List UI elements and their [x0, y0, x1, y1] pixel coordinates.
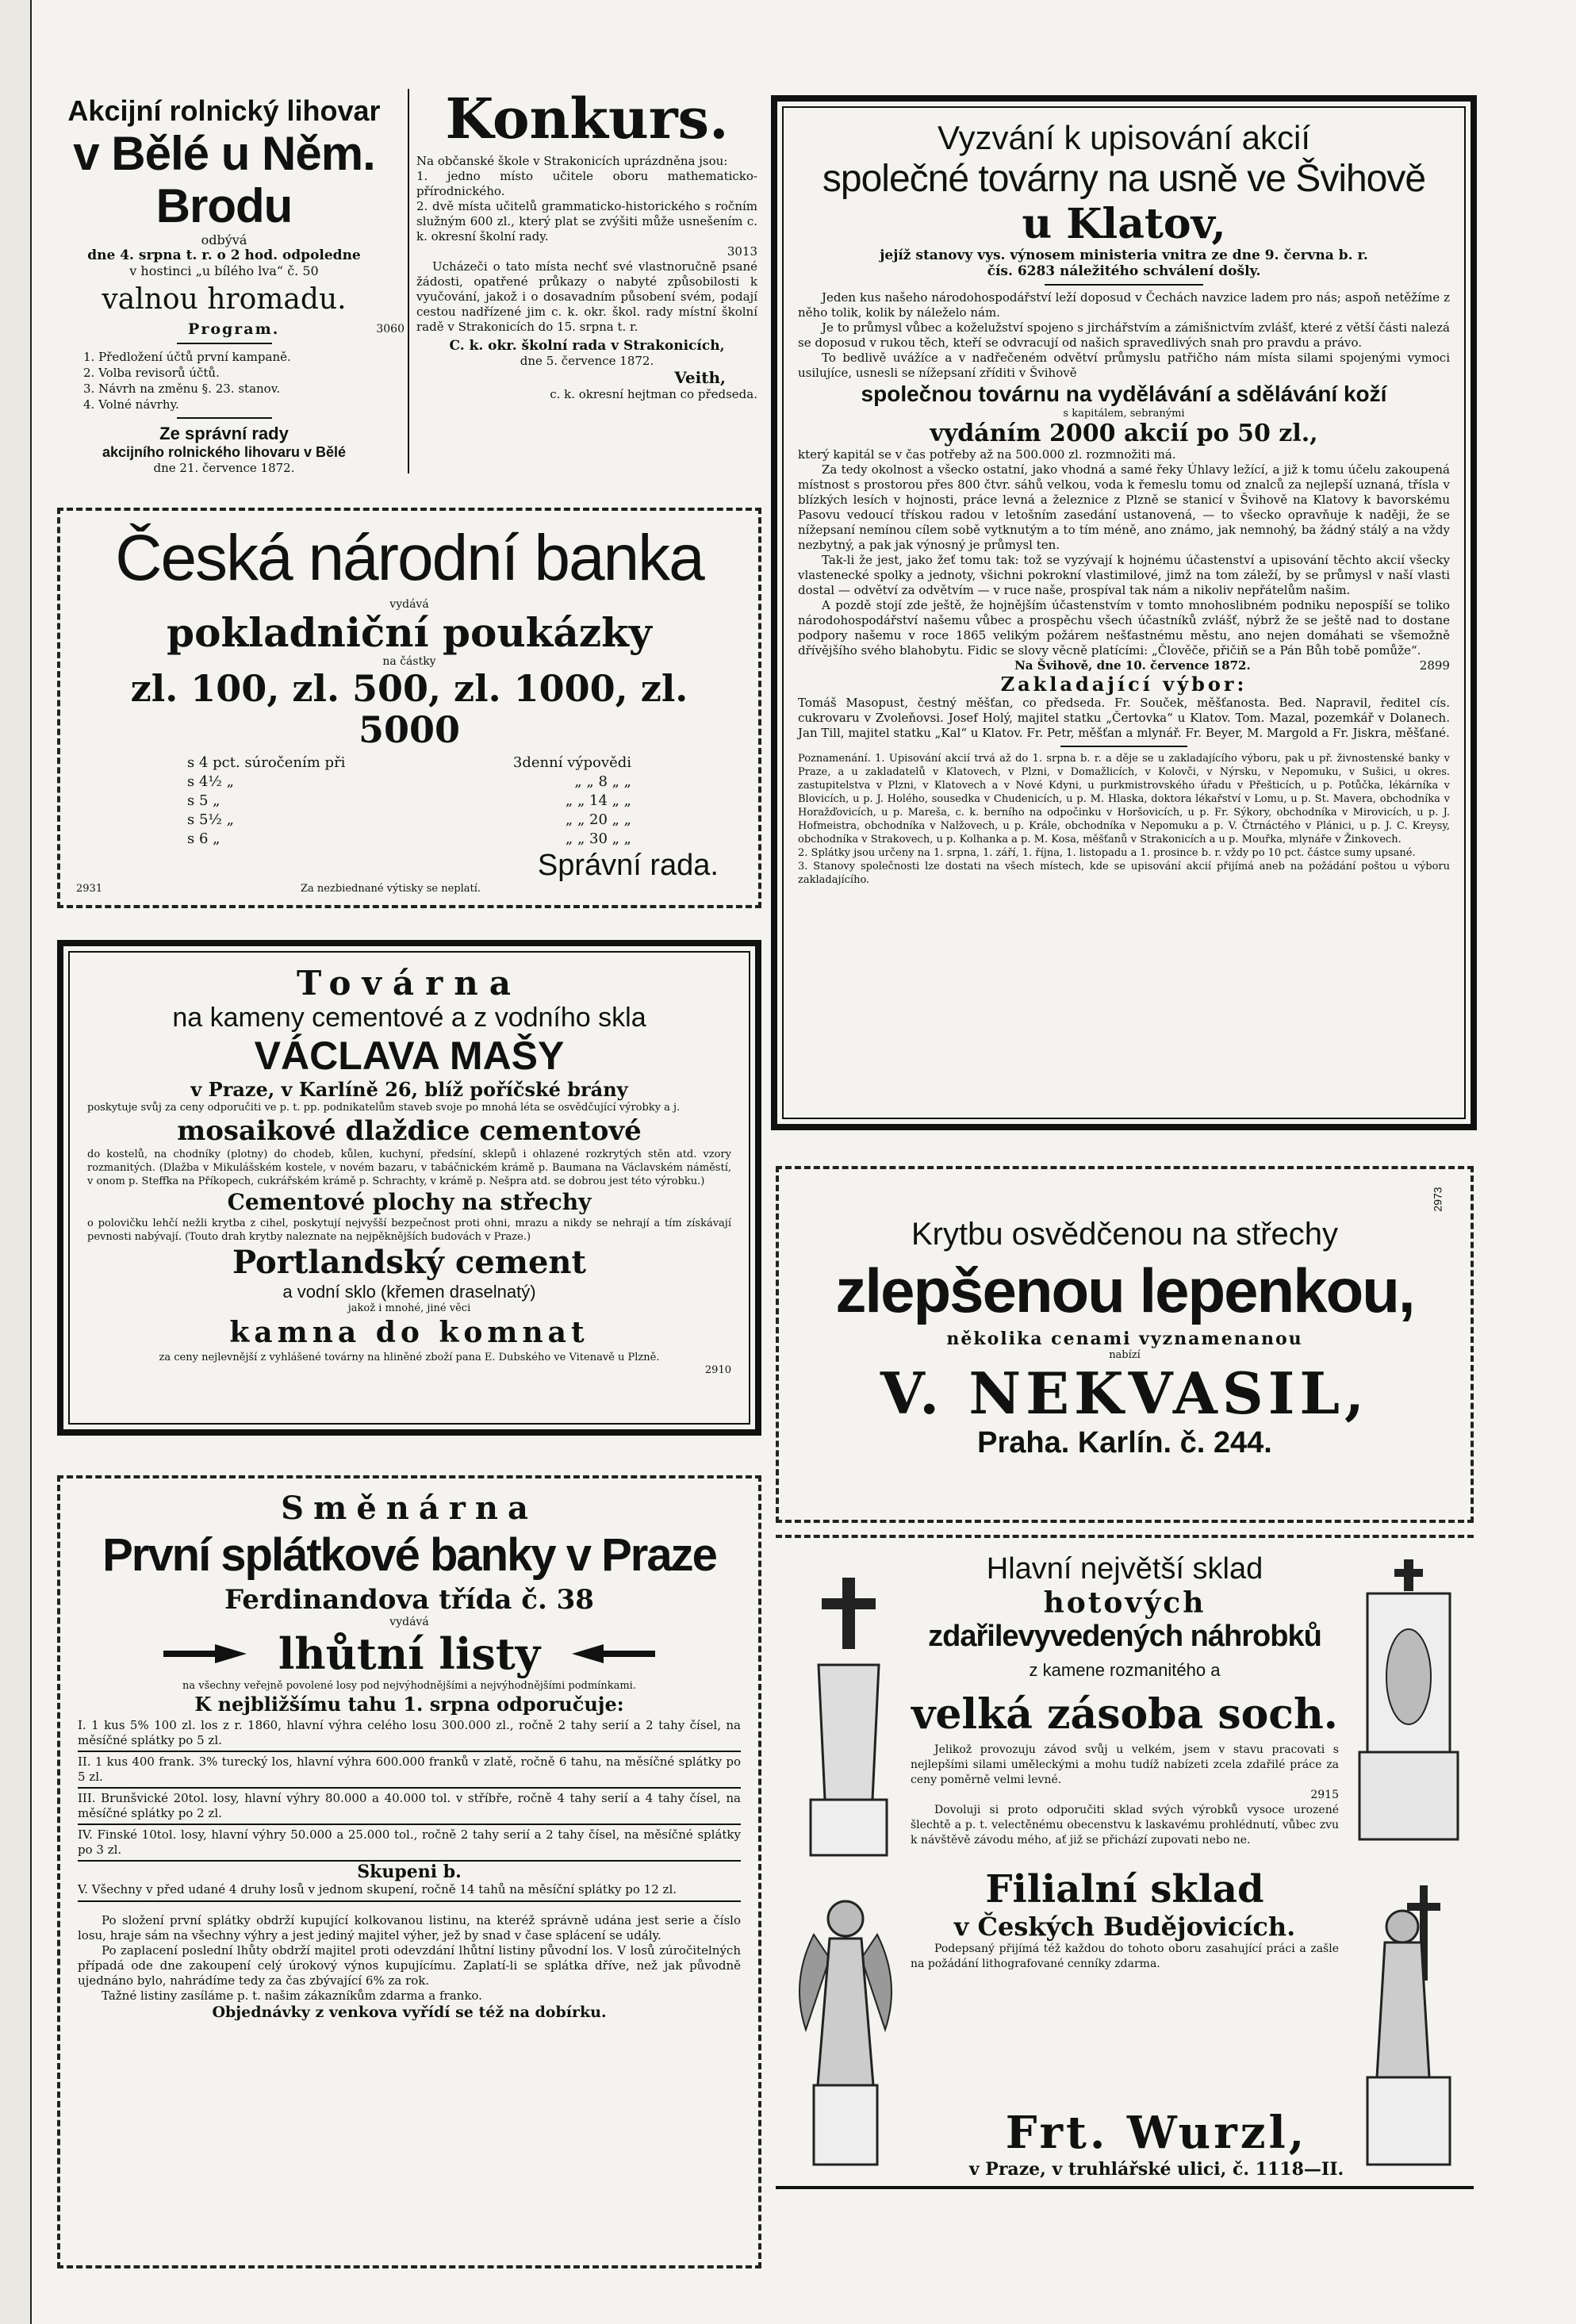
smenarna-listy: lhůtní listy [278, 1628, 541, 1679]
smenarna-lot: II. 1 kus 400 frank. 3% turecký los, hlavní výhra 600.000 franků v zlatě, ročně 6 tahu, na měsíčné splátky po 5 zl. [78, 1752, 741, 1789]
smenarna-lot: I. 1 kus 5% 100 zl. los z r. 1860, hlavní výhra celého losu 300.000 zl., ročně 2 tahy serií a 2 tahy čísel, na měsíčné splátky po 5 zl. [78, 1716, 741, 1752]
vyzvani-sub2: čís. 6283 náležitého schválení došly. [987, 263, 1261, 279]
vyzvani-p6: Tak-li že jest, jako žeť tomu tak: tož se vyzývají k hojnému účastenství a upisování těchto akcií všecky vlastenecké spolky a jednoty, všichni pokrokní vlastimilové, jimž na tom záleží, by se průmysl v naší vlasti dostal — odvětví za odvětvím — v ruce naše, prospíval tak nám a nikoliv nepřátelům našim. [798, 553, 1450, 597]
lihovar-item: 3. Návrh na změnu §. 23. stanov. [83, 382, 281, 396]
vyzvani-ref: 2899 [1419, 658, 1450, 673]
shrine-monument-illustration [1350, 1558, 1469, 1859]
column-rule [408, 89, 409, 474]
lihovar-sign2: akciјního rolnického lihovaru v Bělé [102, 444, 347, 460]
pointing-hand-left-icon [564, 1636, 659, 1671]
krytba-line2: zlepšenou lepenkou, [835, 1256, 1414, 1325]
banka-line3: na částky [382, 655, 436, 668]
banka-rate-row: s 6 „ „ „ 30 „ „ [187, 830, 631, 847]
vyzvani-p4: který kapitál se v čas potřeby až na 500.000 zl. rozmnožiti má. [798, 447, 1176, 462]
tovarna-ref: 2910 [704, 1364, 731, 1376]
vyzvani-pozn2: 2. Splátky jsou určeny na 1. srpna, 1. září, 1. října, 1. listopadu a 1. prosince b. r. vždy po 10 pct. částce sumy upsané. [798, 847, 1416, 859]
tovarna-text3: o polovičku lehčí nežli krytba z cihel, poskytují nejvyšší bezpečnost proti ohni, mrazu a nikdy se nehrají a tím získávají pevnosti nabývají. (Touto drah krytby naleznate na nejpěknějších budovách v Praze.) [87, 1218, 731, 1243]
smenarna-title: Směnárna [281, 1490, 538, 1527]
smenarna-lot: V. Všechny v před udané 4 druhy losů v jednom skupení, ročně 14 tahů na měsíční splátky po 12 zl. [78, 1882, 741, 1902]
smenarna-skup: Skupeni b. [357, 1862, 462, 1882]
tovarna-line4: a vodní sklo (křemen draselnatý) [282, 1282, 536, 1302]
lihovar-line1: Akciјní rolnický lihovar [67, 94, 381, 127]
lihovar-item: 2. Volba revisorů účtů. [83, 366, 220, 380]
vyzvani-sub1: jejíž stanovy vys. výnosem ministeria vnitra ze dne 9. června b. r. [880, 247, 1368, 263]
ad-tovarna [57, 940, 761, 1436]
lihovar-rule [177, 343, 272, 344]
ad-lihovar [44, 91, 405, 480]
ad-konkurs [416, 87, 757, 484]
vyzvani-h2: vydáním 2000 akcií po 50 zl., [930, 420, 1318, 447]
konkurs-p3: 2. dvě místa učitelů grammaticko-historického s ročním služným 600 zl., který plat se zvýšiti může usnešením c. k. okresní školní rady. [416, 199, 757, 244]
vyzvani-p7: A pozdě stojí zde ještě, že hojnějším účastenstvím v tomto mnohoslibném podniku nepospíší se toliko národohospodářství našemu vůbec a prospěchu všech účastníků zvlášť, nýbrž že se ještě nad to dostane podpory našemu v roce 1865 velikým požárem nešťastnému městu, ano nejen domáhati se všemožně dřívějšího svého blahobytu. Fidic se slovy věcně platícími: „Člověče, přičiň se a Pán Bůh tobě pomůže“. [798, 598, 1450, 658]
banka-rate-row: s 5 „ „ „ 14 „ „ [187, 792, 631, 809]
tovarna-text4: za ceny nejlevnější z vyhlášené továrny na hliněné zboží pana E. Dubského ve Vitenavě u Plzně. [159, 1352, 660, 1363]
tovarna-name: VÁCLAVA MAŠY [254, 1034, 565, 1078]
nahrobky-h2: v Českých Budějovicích. [953, 1912, 1296, 1942]
vyzvani-h1: společnou továrnu na vydělávání a sdělávání koží [861, 382, 1387, 406]
lihovar-item: 1. Předložení účtů první kampaně. [83, 350, 291, 364]
lihovar-line5: v hostinci „u bílého lva“ č. 50 [129, 263, 319, 278]
ad-krytba [776, 1166, 1474, 1523]
vyzvani-h1b: s kapitálem, sebranými [1063, 408, 1185, 420]
konkurs-sign: C. k. okr. školní rada v Strakonicích, [449, 338, 725, 354]
vyzvani-date: Na Švihově, dne 10. července 1872. [1014, 658, 1251, 673]
banka-title: Česká národní banka [115, 522, 704, 594]
konkurs-p4: Ucházeči o tato místa nechť své vlastnoručně psané žádosti, opatřené průkazy o nabyté způsobilosti k vyučování, jakož i o dosavadním působení svém, podají cestou nadřízené jim c. k. okr. škol. rady místní školní radě v Strakonicích do 15. srpna t. r. [416, 259, 757, 334]
krytba-name: V. NEKVASIL, [880, 1360, 1370, 1427]
lihovar-item: 4. Volné návrhy. [83, 397, 179, 412]
konkurs-name: Veith, [674, 368, 726, 387]
monument-cross-illustration [787, 1570, 914, 1863]
smenarna-p4: Objednávky z venkova vyřídí se též na dobírku. [212, 2004, 607, 2021]
tovarna-text2: do kostelů, na chodníky (plotny) do chodeb, kůlen, kuchyní, předsíní, sklepů i ohlazené rozkrytých stěn atd. vzory rozmanitých. (Dlažba v Mikulášském kostele, v novém bazaru, v tabáčnickém krámě p. Baumana na Václavském náměstí, v onom p. Steffka na Příkopech, cukrářském krámě p. Schrachty, v krámě p. Nešpra atd. se dobrou jest této výrobku.) [87, 1149, 731, 1187]
tovarna-line1: na kameny cementové a z vodního skla [172, 1003, 646, 1033]
banka-rate-row: s 4½ „ „ „ 8 „ „ [187, 773, 631, 790]
vyzvani-pozn: Poznamenání. 1. Upisování akcií trvá až do 1. srpna b. r. a děje se u zakladajícího výboru, pak u př. živnostenské banky v Praze, a u zakladatelů v Klatovech, v Plzni, v Domažlicích, v Kolovči, v Nýrsku, v Nepomuku, v Sušici, u okres. zastupitelstva v Plzni, v Klatovech a v Nové Kdyni, u purkmistrovského úřadu v Přešticích, u p. Potůčka, lékárníka v Blovicích, u p. J. Holého, sousedka v Chudenicích, u p. M. Hlaska, doktora lékařství v Lomu, u p. St. Mavera, obchodníka v Horažďovicích, u p. Mareša, c. k. berního na odpočinku v Horšovicích, u p. Fr. Sýkory, obchodníka v Mirovicích, u p. J. Hofmeistra, obchodníka v Nalžovech, u p. Krále, obchodníka v Nepomuku a p. V. Čtrnáctého v Plánici, u p. J. C. Kreysy, obchodníka v Strakovech, u p. Kolhanka a p. M. Kosa, měšťanů v Strakonicích a u p. Mouřka, mlynáře v Žinkovech. [798, 753, 1450, 846]
tovarna-h2: Cementové plochy na střechy [227, 1189, 592, 1215]
tovarna-title: Továrna [297, 964, 522, 1003]
lihovar-sign1: Ze správní rady [159, 424, 289, 443]
ad-smenarna [57, 1475, 761, 2268]
ad-nahrobky [776, 1535, 1474, 2189]
nahrobky-address: v Praze, v truhlářské ulici, č. 1118—II. [968, 2159, 1344, 2180]
nahrobky-name: Frt. Wurzl, [1005, 2107, 1308, 2159]
tovarna-line5: jakož i mnohé, jiné věci [347, 1302, 471, 1314]
lihovar-line2: v Bělé u Něm. Brodu [73, 127, 375, 232]
vyzvani-title3: u Klatov, [1022, 200, 1226, 248]
tovarna-address: v Praze, v Karlíně 26, blíž poříčské brány [190, 1078, 628, 1101]
lihovar-program-label: Program. [188, 320, 280, 338]
konkurs-role: c. k. okresní hejtman co předseda. [550, 387, 757, 401]
vyzvani-title1: Vyzvání k upisování akcií [938, 119, 1310, 156]
smenarna-p1: Po složení první splátky obdrží kupující kolkovanou listinu, na kteréž správně udána jest serie a číslo losu, hraje sám na všechny výhry a jest jediný majitel výher, jež by snad v čase splácení se udály. [78, 1913, 741, 1942]
lihovar-ref: 3060 [376, 323, 405, 336]
banka-ref: 2931 [76, 883, 103, 895]
vyzvani-p1: Jeden kus našeho národohospodářství leží doposud v Čechách navzice ladem pro nás; aspoň netěžíme z něho tolik, kolik by náleželo nám. [798, 290, 1450, 320]
vyzvani-p5: Za tedy okolnost a všecko ostatní, jako vhodná a samé řeky Úhlavy ležící, a již k tomu účelu zakoupená místnost s prostorou přes 800 čtvr. sáhů velkou, voda k řemeslu tomu od znalců za nejlepší uznaná, třísla v blízkých lesích v hojnosti, práce levná a železnice z Plzně se stanicí v Švihově na Klatovy k bavorskému Pasovu vedoucí třískou radou v letošním zasedání ustanovená, — to všecko opravňuje k naději, že se nížepsaní nemínou cílem sobě vytknutým a to tím méně, ano známo, jak nemnohý, ba žádný stálý a na vždy nezbytný, a pak jak výnosný je průmysl ten. [798, 462, 1450, 552]
smenarna-bank: První splátkové banky v Praze [102, 1529, 716, 1581]
tovarna-text1: poskytuje svůj za ceny odporučiti ve p. t. pp. podnikatelům staveb svoje po mnohá léta se osvědčující výrobky a j. [87, 1102, 681, 1114]
krytba-address: Praha. Karlín. č. 244. [977, 1426, 1272, 1459]
krytba-line4: nabízí [1109, 1349, 1141, 1361]
smenarna-p3: Tažné listiny zasíláme p. t. našim zákazníkům zdarma a franko. [102, 1988, 482, 2003]
nahrobky-h1: Filialní sklad [985, 1867, 1264, 1912]
smenarna-vydava: vydává [389, 1616, 429, 1628]
krytba-ref: 2973 [1431, 1187, 1444, 1212]
vyzvani-zak: Zakladající výbor: [1000, 673, 1248, 696]
smenarna-lot: III. Brunšvické 20tol. losy, hlavní výhry 80.000 a 40.000 tol. v stříbře, ročně 4 tahy serií a 4 tahy čísel, na měsíčné splátky po 2 zl. [78, 1789, 741, 1825]
smenarna-draw: K nejbližšímu tahu 1. srpna odporučuje: [194, 1693, 624, 1716]
lihovar-line3: odbývá [201, 232, 247, 247]
vyzvani-pozn3: 3. Stanovy společnosti lze dostati na všech místech, kde se upisování akcií přijímá aneb na požádání poštou u výboru zakladajícího. [798, 861, 1450, 886]
nahrobky-p2: Dovoluji si proto odporučiti sklad svých výrobků vysoce urozené šlechtě a p. t. velectěnému obecenstvu k laskavému prohlédnutí, vůbec zvu k návštěvě závodu mého, ať již se přichází zupovati nebo ne. [911, 1804, 1339, 1847]
banka-sign: Správní rada. [537, 849, 719, 882]
lihovar-line6: valnou hromadu. [102, 283, 347, 316]
nahrobky-line5: velká zásoba soch. [911, 1690, 1338, 1739]
nahrobky-line4: z kamene rozmanitého a [1029, 1660, 1221, 1680]
banka-rate-row: s 4 pct. súročením při 3denní výpovědi [187, 754, 631, 771]
tovarna-h3: Portlandský cement [232, 1244, 586, 1281]
smenarna-lot: IV. Finské 10tol. losy, hlavní výhry 50.000 a 25.000 tol., ročně 2 tahy serií a 2 tahy čísel, na měsíčné splátky po 3 zl. [78, 1825, 741, 1862]
krytba-line3: několika cenami vyznamenanou [946, 1329, 1303, 1349]
pointing-hand-right-icon [159, 1636, 255, 1671]
vyzvani-members: Tomáš Masopust, čestný měšťan, co předseda. Fr. Souček, měšťanosta. Bed. Napravil, ředitel cís. cukrovaru v Zvoleňovsi. Josef Holý, majitel statku „Čertovka“ u Klatov. Tom. Mazal, pozemkář v Dolanech. Jan Till, majitel statku „Kal“ u Klatov. Fr. Petr, měšťan a mlynář. Fr. Beyer, M. Margold a Fr. Jiskra, měšťané. [798, 696, 1450, 740]
nahrobky-line1: Hlavní největší sklad [986, 1552, 1263, 1586]
krytba-line1: Krytbu osvědčenou na střechy [911, 1217, 1339, 1252]
ad-vyzvani [771, 95, 1477, 1130]
nahrobky-line2: hotových [1043, 1586, 1206, 1620]
vyzvani-p3: To bedlivě uvážíce a v nadřečeném odvětví průmyslu patřičho nám místa silami spojenými vymoci usilujíce, usnesli se nížepsaní zříditi v Švihově [798, 351, 1450, 380]
tovarna-h4: kamna do komnat [229, 1316, 589, 1349]
smenarna-p2: Po zaplacení poslední lhůty obdrží majitel proti odevzdání lhůtní listiny původní los. V losů zúročitelných případá ode dne zakoupení celý úrokový výnos kupujícímu. Zaplatí-li se splátka dříve, než jak původně ujednáno bylo, nahrádíme tedy za čas zbývající 6% za rok. [78, 1943, 741, 1988]
tovarna-h1: mosaikové dlaždice cementové [177, 1115, 642, 1147]
nahrobky-p3: Podepsaný přijímá též každou do tohoto oboru zasahující práci a zašle na požádání lithografované cenníky zdarma. [911, 1942, 1339, 1970]
konkurs-date: dne 5. července 1872. [520, 354, 654, 368]
banka-line2: pokladniční poukázky [167, 609, 652, 656]
vyzvani-title2: společné továrny na usně ve Švihově [822, 158, 1426, 200]
vyzvani-p2: Je to průmysl vůbec a koželužství spojeno s jirchářstvím a zámišnictvím zvlášť, které z větší části nalezá se doposud v rukou těch, kteří se odvracují od našich spravedlivých snah pro pravdu a právo. [798, 320, 1450, 350]
banka-amounts: zl. 100, zl. 500, zl. 1000, zl. 5000 [130, 667, 688, 751]
lihovar-line4: dne 4. srpna t. r. o 2 hod. odpoledne [87, 247, 361, 263]
konkurs-p2: 1. jedno místo učitele oboru mathematicko-přírodnického. [416, 169, 757, 198]
banka-footer: Za nezbiednané výtisky se neplatí. [301, 883, 481, 895]
lihovar-date: dne 21. července 1872. [153, 461, 295, 475]
banka-rate-row: s 5½ „ „ „ 20 „ „ [187, 811, 631, 828]
ad-banka [57, 508, 761, 908]
nahrobky-p1: Jelikož provozuju závod svůj u velkém, jsem v stavu pracovati s nejlepšími silami uměleckými a mohu tudíž nabízeti zcela zdařilé práce za ceny poměrně velmi levné. [911, 1743, 1339, 1786]
banka-line1: vydává [389, 598, 429, 611]
smenarna-intro: na všechny veřejně povolené losy pod nejvýhodnějšími a nejvýhodnějšími podmínkami. [182, 1680, 636, 1692]
nahrobky-ref: 2915 [1310, 1789, 1339, 1801]
konkurs-ref: 3013 [727, 244, 757, 259]
nahrobky-line3: zdařilevyvedených náhrobků [928, 1620, 1321, 1653]
smenarna-street: Ferdinandova třída č. 38 [224, 1584, 594, 1616]
konkurs-p1: Na občanské škole v Strakonicích uprázdněna jsou: [416, 154, 728, 168]
konkurs-title: Konkurs. [445, 87, 729, 151]
binding-edge [0, 0, 32, 2324]
